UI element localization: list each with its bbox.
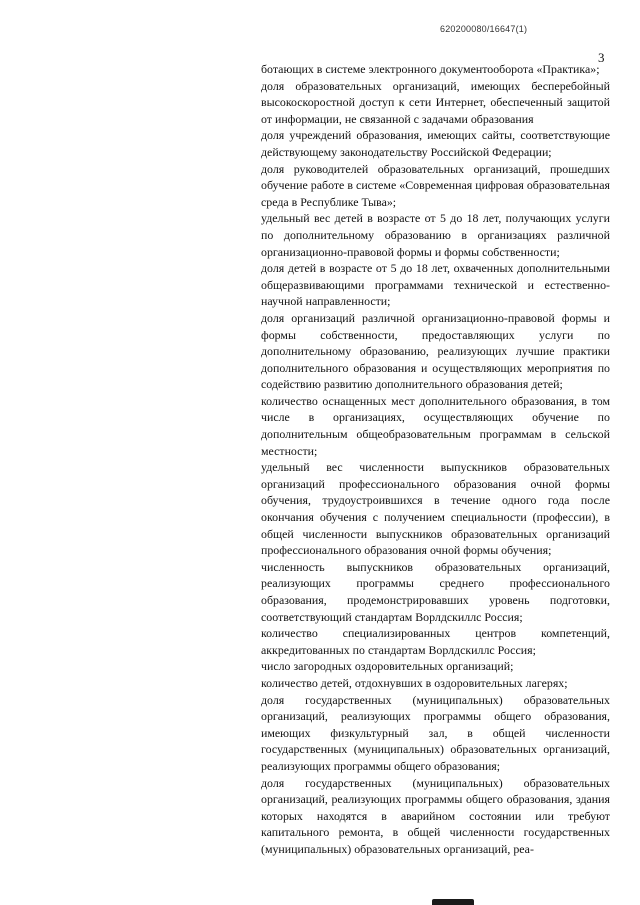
paragraph: доля детей в возрасте от 5 до 18 лет, охваченных дополнительными общеразвивающими программами технической и естественно-научной направленности; — [261, 261, 610, 309]
paragraph: доля учреждений образования, имеющих сайты, соответствующие действующему законодательству Российской Федерации; — [261, 128, 610, 159]
paragraph: доля организаций различной организационно-правовой формы и формы собственности, предоставляющих услуги по дополнительному образованию, реализующих лучшие практики дополнительного образования и осуществляющих мероприятия по содействию развитию дополнительного образования детей; — [261, 310, 610, 392]
paragraph: количество специализированных центров компетенций, аккредитованных по стандартам Ворлдскиллс Россия; — [261, 626, 610, 657]
paragraph: численность выпускников образовательных организаций, реализующих программы среднего профессионального образования, продемонстрировавших уровень подготовки, соответствующий стандартам Ворлдскиллс Россия; — [261, 559, 610, 624]
page-number: 3 — [598, 50, 605, 65]
paragraph: удельный вес численности выпускников образовательных организаций профессионального образования очной формы обучения, трудоустроившихся в течение одного года после окончания обучения с получением специальности (профессии), в общей численности выпускников образовательных организаций профессионального образования очной формы обучения; — [261, 460, 610, 558]
paragraph: доля государственных (муниципальных) образовательных организаций, реализующих программы общего образования, здания которых находятся в аварийном состоянии или требуют капитального ремонта, в общей численности государственных (муниципальных) образовательных организаций, реа- — [261, 775, 610, 856]
paragraph: число загородных оздоровительных организаций; — [261, 659, 514, 674]
paragraph: доля образовательных организаций, имеющих бесперебойный высокоскоростной доступ к сети Интернет, обеспеченный защитой от информации, не связанной с задачами образования — [261, 78, 610, 126]
paragraph: доля государственных (муниципальных) образовательных организаций, реализующих программы общего образования, имеющих физкультурный зал, в общей численности государственных (муниципальных) образовательных организаций, реализующих программы общего образования; — [261, 692, 610, 773]
paragraph: доля руководителей образовательных организаций, прошедших обучение работе в системе «Современная цифровая образовательная среда в Республике Тыва»; — [261, 161, 610, 209]
paragraph: удельный вес детей в возрасте от 5 до 18 лет, получающих услуги по дополнительному образованию в организациях различной организационно-правовой формы и формы собственности; — [261, 211, 610, 259]
document-code: 620200080/16647(1) — [440, 24, 528, 34]
paragraph: количество оснащенных мест дополнительного образования, в том числе в организациях, осуществляющих обучение по дополнительным общеобразовательным программам в сельской местности; — [261, 393, 610, 458]
bottom-edge-mark — [432, 899, 474, 905]
paragraph: количество детей, отдохнувших в оздоровительных лагерях; — [261, 675, 568, 690]
paragraph: ботающих в системе электронного документооборота «Практика»; — [261, 62, 600, 76]
body-text — [261, 61, 610, 858]
